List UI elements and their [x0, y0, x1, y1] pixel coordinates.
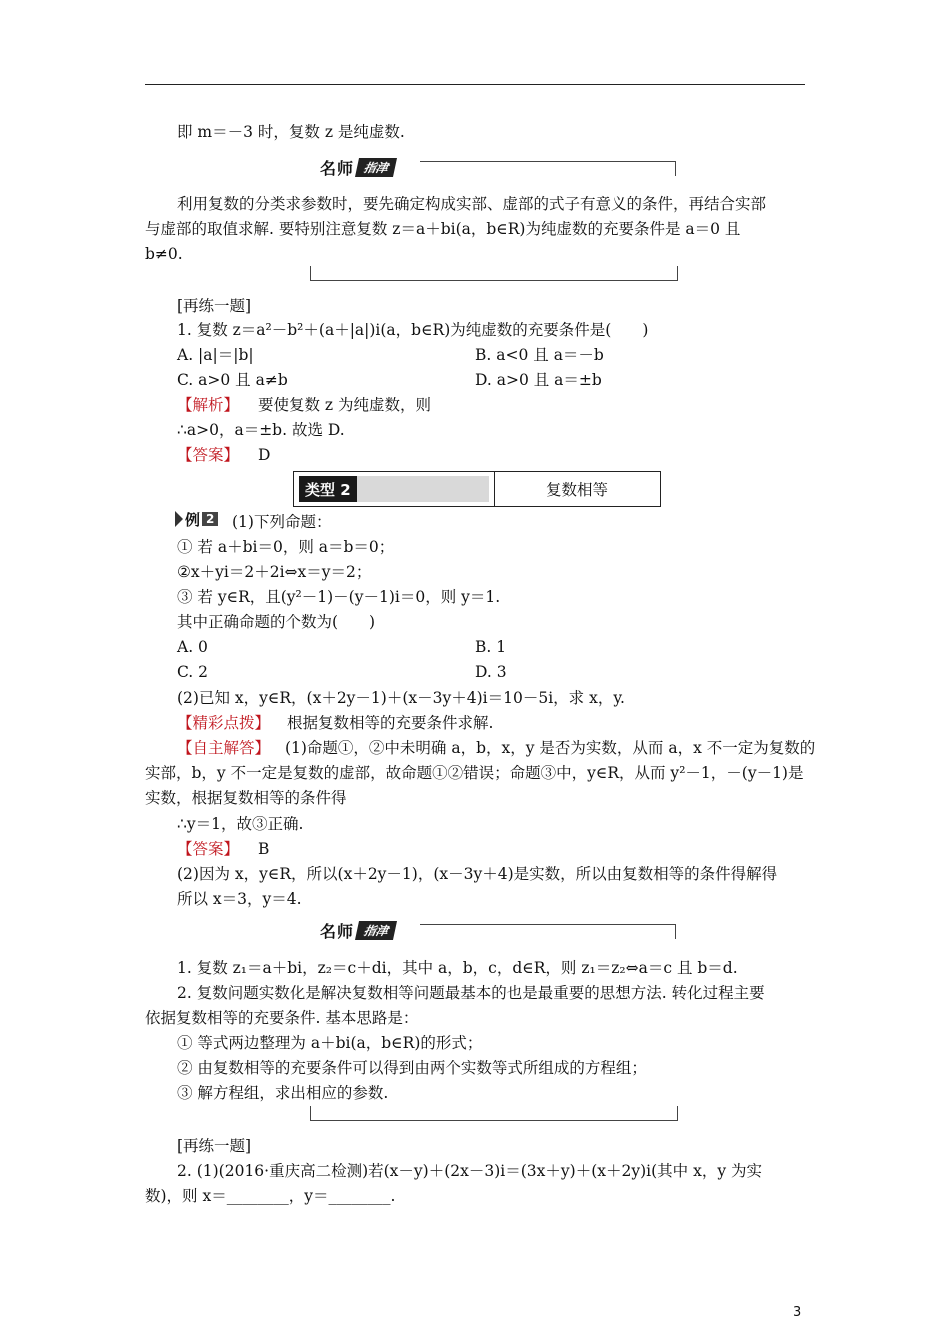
solve-text: 实数，根据复数相等的条件得 [145, 789, 347, 807]
hint-text: 根据复数相等的充要条件求解. [286, 714, 494, 732]
proposition: ③ 若 y∈R，且(y²－1)－(y－1)i＝0，则 y＝1. [177, 588, 501, 606]
section-title: 复数相等 [545, 481, 608, 499]
tip-badge-tag: 指津 [355, 921, 397, 940]
tip-line: 依据复数相等的充要条件. 基本思路是： [145, 1009, 419, 1027]
analysis-label: 【解析】 [177, 396, 240, 414]
answer-label: 【答案】 [177, 446, 240, 464]
tip-badge [320, 157, 395, 177]
solve-label: 【自主解答】 [177, 739, 271, 757]
answer-label: 【答案】 [177, 840, 240, 858]
question-text: 数)，则 x＝________，y＝________. [145, 1187, 396, 1205]
tip-frame-top [420, 924, 676, 939]
option-d: D. a>0 且 a＝±b [475, 371, 602, 389]
example-label [175, 510, 223, 528]
tip-line: b≠0. [145, 245, 183, 263]
header-rule [145, 84, 805, 85]
tip-header [310, 157, 676, 177]
tip-badge-tag: 指津 [355, 158, 397, 177]
triangle-icon [175, 511, 183, 527]
tip-line: ② 由复数相等的充要条件可以得到由两个实数等式所组成的方程组； [177, 1059, 647, 1077]
solve-text: (1)命题①，②中未明确 a，b，x，y 是否为实数，从而 a，x 不一定为复数的 [284, 739, 816, 757]
section-type-label: 类型 2 [305, 481, 351, 499]
proposition: ②x＋yi＝2＋2i⇔x＝y＝2； [177, 563, 372, 581]
section-type-label-bg [299, 476, 489, 502]
example-number: 2 [202, 512, 218, 526]
solve-line [177, 738, 815, 758]
question-text: 1. 复数 z＝a²－b²＋(a＋|a|)i(a，b∈R)为纯虚数的充要条件是( ) [177, 321, 649, 339]
answer-line [177, 445, 270, 465]
tip-line: 与虚部的取值求解. 要特别注意复数 z＝a＋bi(a，b∈R)为纯虚数的充要条件是 a＝0 且 [145, 220, 741, 238]
practice-heading: [再练一题] [177, 1137, 252, 1155]
example-word: 例 [185, 510, 201, 529]
tip-header [310, 920, 676, 940]
hint-label: 【精彩点拨】 [177, 714, 271, 732]
example-intro: (1)下列命题： [232, 513, 332, 531]
page-number: 3 [793, 1305, 802, 1320]
part2-solution: (2)因为 x，y∈R，所以(x＋2y－1)，(x－3y＋4)是实数，所以由复数相等的条件得解得 [177, 865, 778, 883]
option-d: D. 3 [475, 663, 507, 681]
answer-line [177, 839, 269, 859]
option-c: C. 2 [177, 663, 209, 681]
conclusion-text: ∴a>0，a＝±b. 故选 D. [177, 421, 345, 439]
count-question: 其中正确命题的个数为( ) [177, 613, 376, 631]
section-type-box [293, 471, 661, 507]
tip-frame-top [420, 161, 676, 176]
hint-line [177, 713, 493, 733]
tip-line: 1. 复数 z₁＝a＋bi，z₂＝c＋di，其中 a，b，c，d∈R，则 z₁＝z₂⇔a＝c 且 b＝d. [177, 959, 738, 977]
solve-text: 实部，b，y 不一定是复数的虚部，故命题①②错误；命题③中，y∈R，从而 y²－1，－(y－1)是 [145, 764, 804, 782]
text-line: 即 m＝－3 时，复数 z 是纯虚数. [177, 123, 405, 141]
tip-badge [320, 920, 395, 940]
analysis-text: 要使复数 z 为纯虚数，则 [257, 396, 431, 414]
practice-heading: [再练一题] [177, 297, 252, 315]
option-b: B. 1 [475, 638, 507, 656]
proposition: ① 若 a＋bi＝0，则 a＝b＝0； [177, 538, 395, 556]
tip-frame-bottom [310, 266, 678, 281]
option-b: B. a<0 且 a＝－b [475, 346, 604, 364]
tip-line: 2. 复数问题实数化是解决复数相等问题最基本的也是最重要的思想方法. 转化过程主要 [177, 984, 765, 1002]
part2-solution: 所以 x＝3，y＝4. [177, 890, 302, 908]
question-text: 2. (1)(2016·重庆高二检测)若(x－y)＋(2x－3)i＝(3x＋y)＋(x＋2y)i(其中 x，y 为实 [177, 1162, 763, 1180]
answer-value: D [257, 446, 271, 464]
part2-question: (2)已知 x，y∈R，(x＋2y－1)＋(x－3y＋4)i＝10－5i，求 x，y. [177, 689, 625, 707]
option-a: A. 0 [177, 638, 208, 656]
tip-badge-text: 名师 [320, 158, 355, 178]
option-a: A. |a|＝|b| [177, 346, 254, 364]
tip-line: ① 等式两边整理为 a＋bi(a，b∈R)的形式； [177, 1034, 483, 1052]
tip-line: 利用复数的分类求参数时，要先确定构成实部、虚部的式子有意义的条件，再结合实部 [177, 195, 767, 213]
answer-value: B [257, 840, 270, 858]
tip-line: ③ 解方程组，求出相应的参数. [177, 1084, 389, 1102]
option-c: C. a>0 且 a≠b [177, 371, 288, 389]
tip-badge-text: 名师 [320, 921, 355, 941]
analysis-line [177, 395, 431, 415]
tip-frame-bottom [310, 1106, 678, 1121]
solve-conclusion: ∴y＝1，故③正确. [177, 815, 304, 833]
